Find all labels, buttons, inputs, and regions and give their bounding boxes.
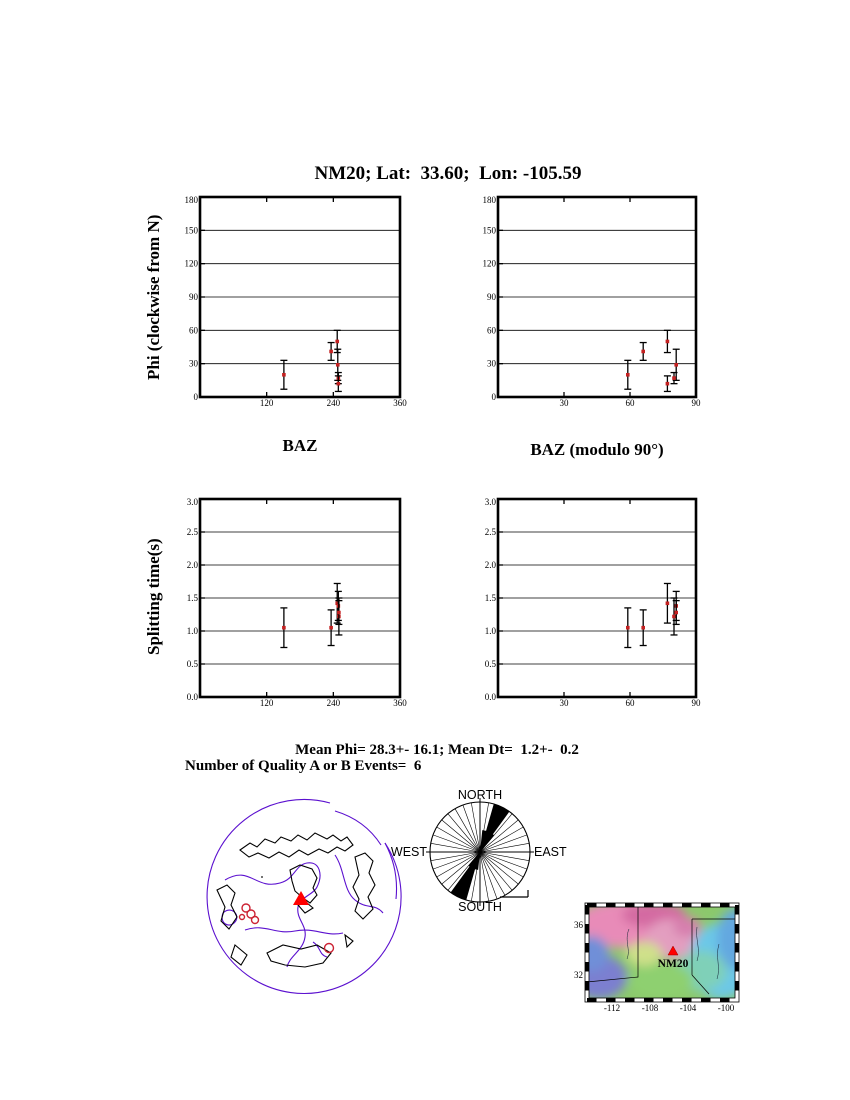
phi-vs-baz-plot [184, 195, 407, 408]
measurement-marker [674, 611, 678, 615]
y-tick-label: 2.5 [186, 527, 198, 537]
measurement-marker [641, 350, 645, 354]
map-ytick-0: 36 [574, 920, 583, 930]
data-point [328, 610, 335, 646]
data-point [624, 360, 631, 389]
x-tick-label: 240 [326, 698, 341, 708]
baz-mod90-axis-label: BAZ (modulo 90°) [530, 440, 664, 459]
y-tick-label: 60 [487, 325, 496, 336]
phi-vs-baz-mod90-plot [482, 195, 701, 408]
x-tick-label: 120 [259, 698, 274, 708]
map-xtick-3: -100 [717, 1003, 735, 1013]
x-tick-label: 240 [326, 398, 341, 408]
y-tick-label: 120 [482, 258, 496, 269]
data-point [280, 360, 287, 389]
mean-statistics-text: Mean Phi= 28.3+- 16.1; Mean Dt= 1.2+- 0.2 [295, 742, 579, 758]
map-ytick-1: 32 [574, 970, 583, 980]
x-tick-label: 120 [259, 398, 274, 408]
y-tick-label: 0.0 [186, 692, 198, 702]
dt-vs-baz-mod90-plot [484, 497, 701, 708]
chart-svg-dt-vs-baz-mod90 [484, 497, 701, 708]
measurement-marker [666, 601, 670, 605]
measurement-marker [641, 626, 645, 630]
data-point [664, 376, 671, 392]
station-triangle [293, 891, 309, 905]
chart-svg-phi-vs-baz-mod90 [482, 195, 701, 408]
y-tick-label: 1.0 [186, 626, 198, 636]
event-count-text: Number of Quality A or B Events= 6 [185, 758, 422, 774]
rose-sectors [426, 798, 534, 906]
x-tick-label: 90 [691, 398, 701, 408]
y-tick-label: 30 [189, 358, 198, 369]
y-tick-label: 2.0 [186, 560, 198, 570]
data-point [280, 608, 287, 648]
chart-svg-dt-vs-baz [186, 497, 407, 708]
rose-diagram [390, 783, 595, 915]
data-point [640, 610, 647, 646]
y-tick-label: 0 [193, 392, 198, 402]
measurement-marker [626, 626, 630, 630]
measurement-marker [329, 626, 333, 630]
measurement-marker [672, 615, 676, 619]
data-point [664, 330, 671, 352]
event-circle [252, 917, 259, 924]
y-tick-label: 2.5 [484, 527, 496, 537]
measurement-marker [282, 373, 286, 377]
chart-svg-phi-vs-baz [184, 195, 407, 408]
y-tick-label: 60 [189, 325, 198, 336]
y-tick-label: 0.5 [484, 659, 496, 669]
rose-west-label: WEST [390, 845, 427, 859]
measurement-marker [336, 363, 340, 367]
map-xtick-0: -112 [603, 1003, 621, 1013]
y-tick-label: 0.0 [484, 692, 496, 702]
map-xtick-1: -108 [641, 1003, 659, 1013]
measurement-marker [282, 626, 286, 630]
measurement-marker [666, 382, 670, 386]
x-tick-label: 60 [625, 698, 635, 708]
page-title: NM20; Lat: 33.60; Lon: -105.59 [314, 163, 582, 184]
measurement-marker [674, 363, 678, 367]
rose-south-label: SOUTH [458, 900, 502, 914]
x-tick-label: 360 [393, 698, 407, 708]
measurement-marker [666, 340, 670, 344]
data-point [624, 608, 631, 648]
y-tick-label: 3.0 [186, 497, 198, 507]
y-tick-label: 150 [482, 225, 496, 236]
baz-axis-label: BAZ [282, 436, 318, 455]
splitting-time-axis-label: Splitting time(s) [144, 538, 163, 656]
y-tick-label: 150 [184, 225, 198, 236]
globe-map [195, 795, 407, 995]
data-point [664, 583, 671, 623]
y-tick-label: 0 [491, 392, 496, 402]
measurement-marker [626, 373, 630, 377]
x-tick-label: 30 [559, 398, 569, 408]
x-tick-label: 90 [691, 698, 701, 708]
y-tick-label: 1.5 [186, 593, 198, 603]
x-tick-label: 60 [625, 398, 635, 408]
dt-vs-baz-plot [186, 497, 407, 708]
y-tick-label: 180 [482, 195, 496, 205]
y-tick-label: 90 [487, 292, 496, 302]
station-topo-map [569, 899, 747, 1017]
x-tick-label: 30 [559, 698, 569, 708]
y-tick-label: 180 [184, 195, 198, 205]
measurement-marker [672, 376, 676, 380]
phi-axis-label: Phi (clockwise from N) [144, 214, 163, 381]
rose-east-label: EAST [534, 845, 567, 859]
rose-north-label: NORTH [457, 788, 503, 802]
y-tick-label: 90 [189, 292, 198, 302]
measurement-marker [335, 340, 339, 344]
map-xtick-2: -104 [679, 1003, 697, 1013]
y-tick-label: 0.5 [186, 659, 198, 669]
data-point [328, 343, 335, 361]
y-tick-label: 120 [184, 258, 198, 269]
globe-event-markers [240, 891, 334, 953]
event-circle [240, 915, 245, 920]
map-station-label: NM20 [657, 958, 689, 970]
topography [571, 900, 753, 1000]
x-tick-label: 360 [393, 398, 407, 408]
event-circle [325, 944, 334, 953]
y-tick-label: 3.0 [484, 497, 496, 507]
measurement-marker [337, 382, 341, 386]
y-tick-label: 1.0 [484, 626, 496, 636]
data-point [640, 343, 647, 361]
measurement-marker [329, 350, 333, 354]
y-tick-label: 1.5 [484, 593, 496, 603]
measurement-marker [337, 611, 341, 615]
y-tick-label: 2.0 [484, 560, 496, 570]
y-tick-label: 30 [487, 358, 496, 369]
